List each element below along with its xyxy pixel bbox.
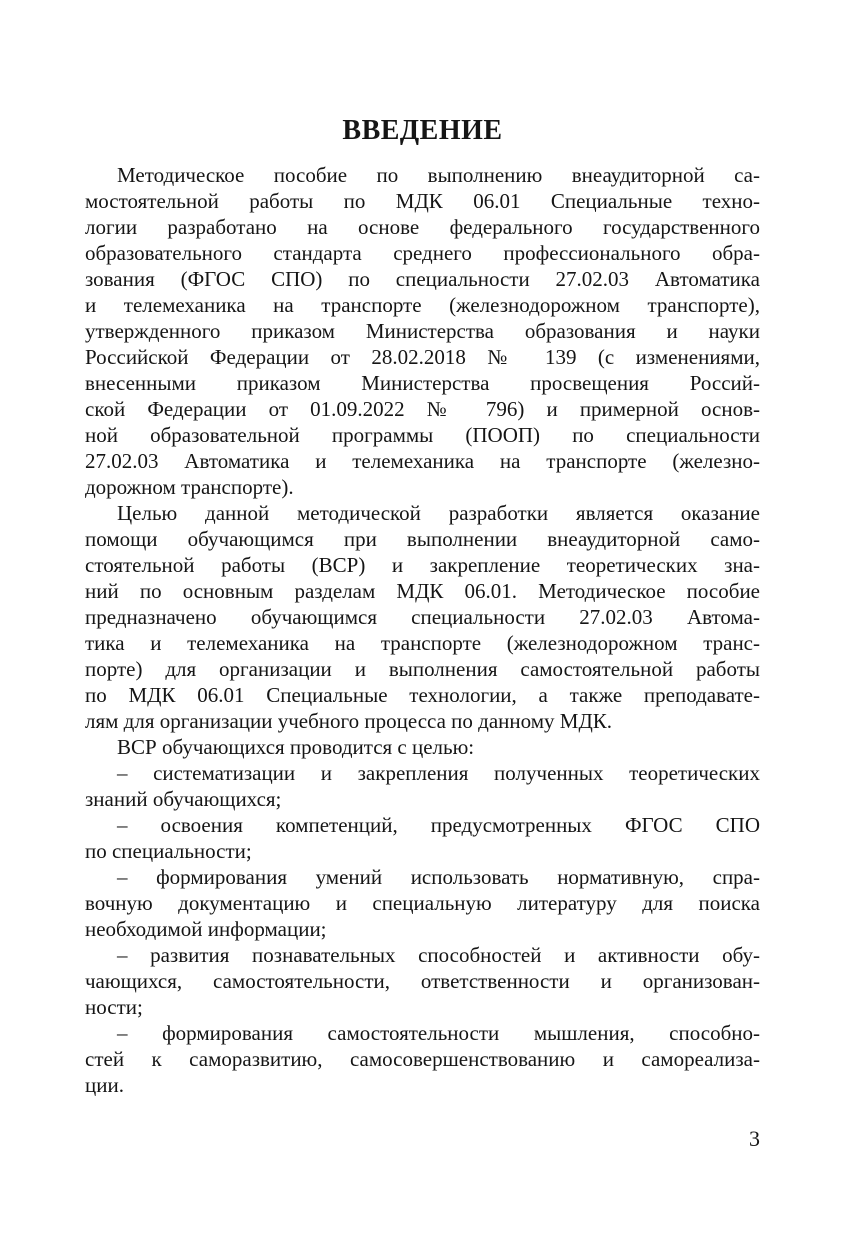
text-line: внесенными приказом Министерства просвещения Россий- <box>85 371 760 395</box>
text-line: утвержденного приказом Министерства образования и науки <box>85 319 760 343</box>
text-line: – освоения компетенций, предусмотренных ФГОС СПО <box>117 813 760 837</box>
text-line: – формирования самостоятельности мышления, способно- <box>117 1021 760 1045</box>
text-line: и телемеханика на транспорте (железнодорожном транспорте), <box>85 293 760 317</box>
text-line: чающихся, самостоятельности, ответственности и организован- <box>85 969 760 993</box>
text-line: ной образовательной программы (ПООП) по специальности <box>85 423 760 447</box>
page-title: ВВЕДЕНИЕ <box>342 114 503 146</box>
text-line: Целью данной методической разработки является оказание <box>117 501 760 525</box>
text-line: по специальности; <box>85 839 252 863</box>
text-line: Методическое пособие по выполнению внеаудиторной са- <box>117 163 760 187</box>
text-line: Российской Федерации от 28.02.2018 № 139 (с изменениями, <box>85 345 760 369</box>
text-line: тика и телемеханика на транспорте (железнодорожном транс- <box>85 631 760 655</box>
text-line: помощи обучающимся при выполнении внеаудиторной само- <box>85 527 760 551</box>
text-line: логии разработано на основе федерального государственного <box>85 215 760 239</box>
text-line: – развития познавательных способностей и активности обу- <box>117 943 760 967</box>
text-line: ВСР обучающихся проводится с целью: <box>117 735 475 759</box>
text-line: предназначено обучающимся специальности 27.02.03 Автома- <box>85 605 760 629</box>
text-line: дорожном транспорте). <box>85 475 294 499</box>
text-line: зования (ФГОС СПО) по специальности 27.02.03 Автоматика <box>85 267 760 291</box>
body-text <box>85 162 760 1098</box>
text-line: мостоятельной работы по МДК 06.01 Специальные техно- <box>85 189 760 213</box>
text-line: необходимой информации; <box>85 917 327 941</box>
text-line: – систематизации и закрепления полученных теоретических <box>117 761 760 785</box>
text-line: вочную документацию и специальную литературу для поиска <box>85 891 760 915</box>
text-line: ской Федерации от 01.09.2022 № 796) и примерной основ- <box>85 397 760 421</box>
text-line: по МДК 06.01 Специальные технологии, а также преподавате- <box>85 683 760 707</box>
text-line: ний по основным разделам МДК 06.01. Методическое пособие <box>85 579 760 603</box>
text-line: образовательного стандарта среднего профессионального обра- <box>85 241 760 265</box>
text-line: – формирования умений использовать нормативную, спра- <box>117 865 760 889</box>
text-line: ции. <box>85 1073 124 1097</box>
page-number: 3 <box>749 1126 760 1151</box>
text-line: порте) для организации и выполнения самостоятельной работы <box>85 657 760 681</box>
text-line: знаний обучающихся; <box>85 787 282 811</box>
text-line: 27.02.03 Автоматика и телемеханика на транспорте (железно- <box>85 449 760 473</box>
text-line: лям для организации учебного процесса по данному МДК. <box>85 709 613 733</box>
text-line: стей к саморазвитию, самосовершенствованию и самореализа- <box>85 1047 760 1071</box>
text-line: стоятельной работы (ВСР) и закрепление теоретических зна- <box>85 553 760 577</box>
text-line: ности; <box>85 995 143 1019</box>
